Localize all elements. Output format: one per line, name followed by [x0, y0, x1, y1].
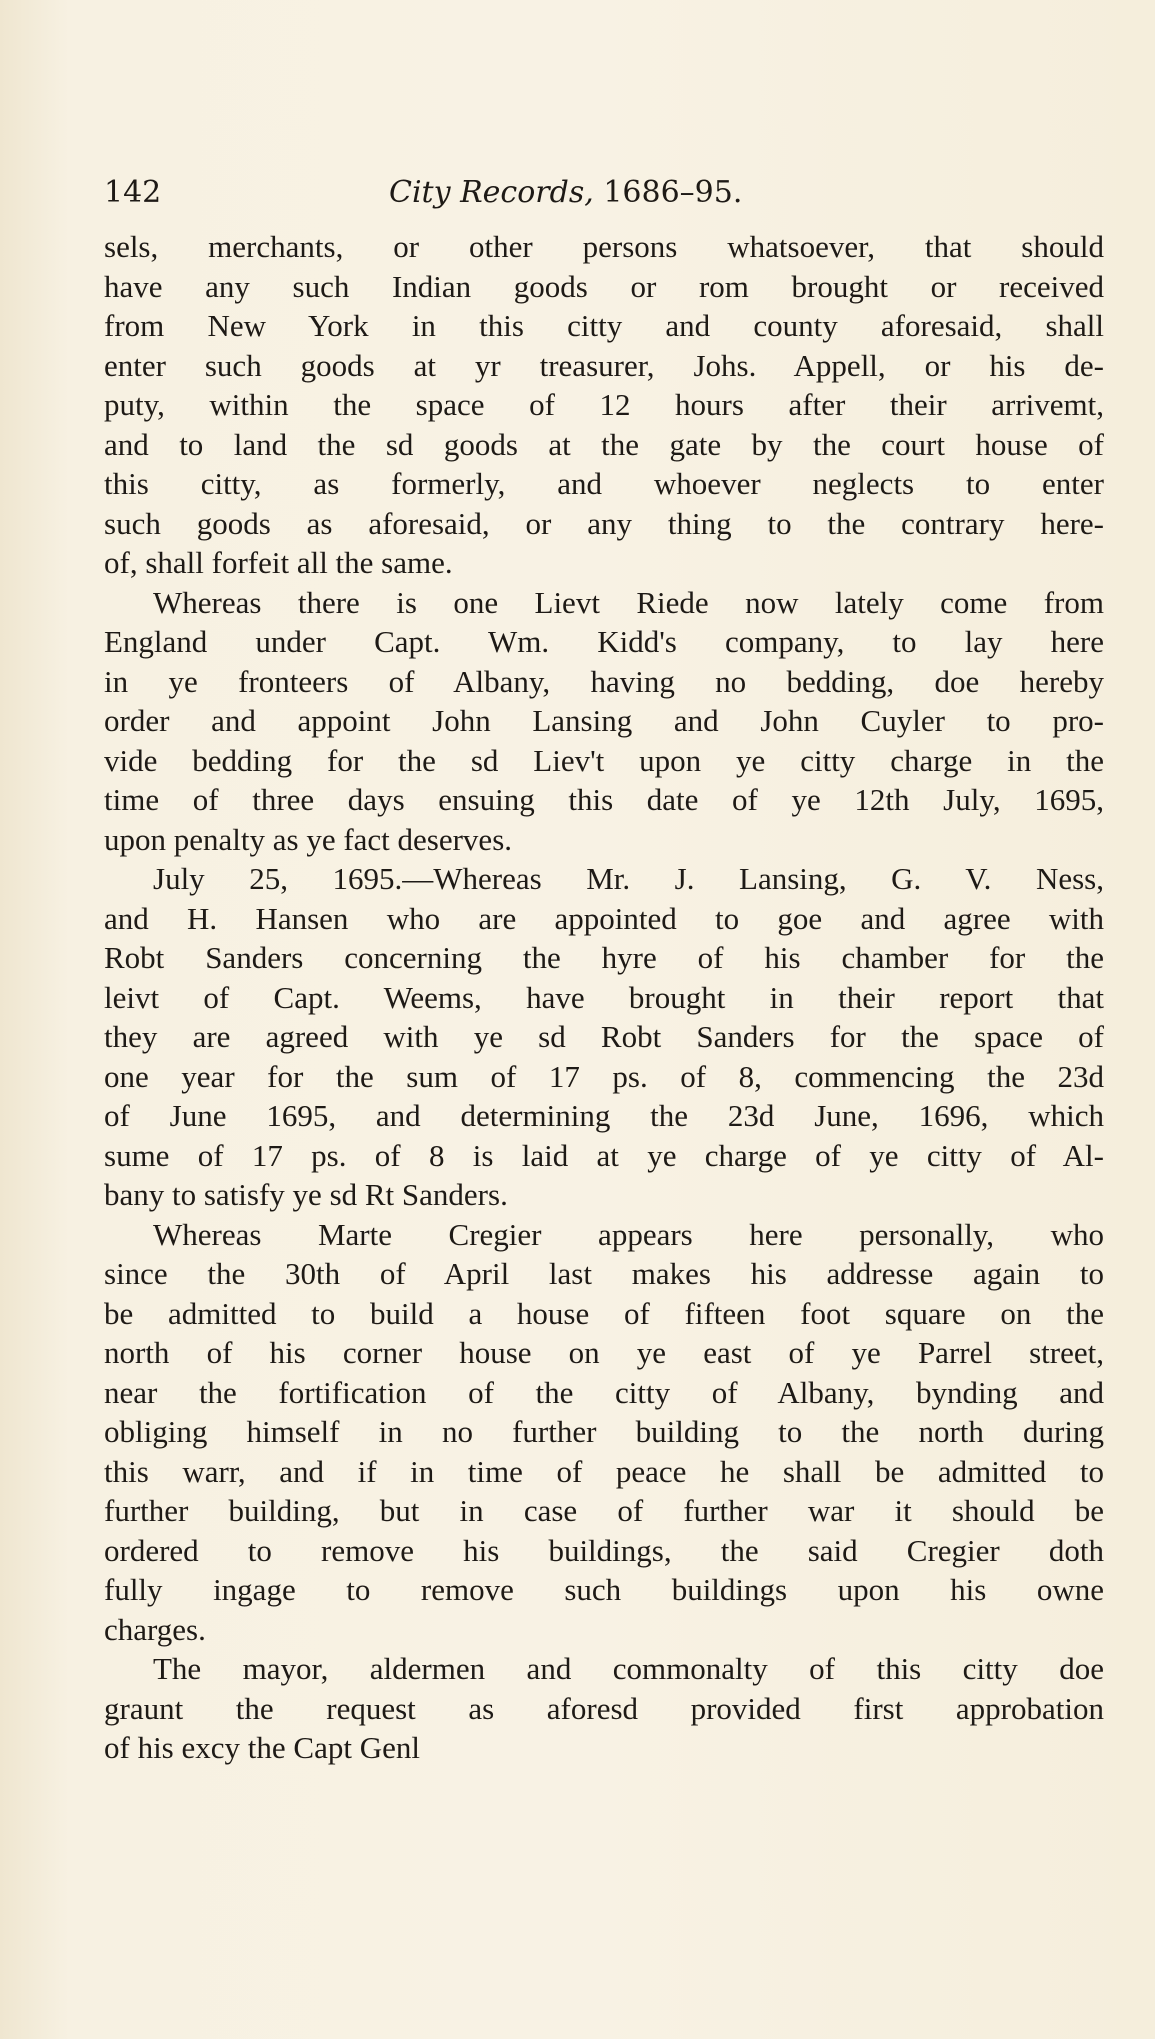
text-line: of his excy the Capt Genl [104, 1730, 420, 1765]
text-line: fully ingage to remove such buildings upon his owne [104, 1572, 1104, 1607]
page-number: 142 [104, 175, 162, 210]
text-line: upon penalty as ye fact deserves. [104, 821, 513, 857]
text-line: Whereas Marte Cregier appears here personally, who [153, 1216, 1104, 1252]
running-title-italic: City Records, [389, 175, 594, 210]
text-line: be admitted to build a house of fifteen foot square on the [104, 1295, 1104, 1331]
text-line: and H. Hansen who are appointed to goe and agree with [104, 900, 1104, 936]
text-line: July 25, 1695.—Whereas Mr. J. Lansing, G. V. Ness, [153, 861, 1104, 896]
text-line: England under Capt. Wm. Kidd's company, to lay here [104, 624, 1104, 659]
text-line: this warr, and if in time of peace he shall be admitted to [104, 1453, 1104, 1489]
paragraph-marte-cregier [104, 1215, 1104, 1650]
text-line: Whereas there is one Lievt Riede now lately come from [153, 584, 1104, 620]
text-line: north of his corner house on ye east of ye Parrel street, [104, 1335, 1104, 1370]
body-text [104, 227, 1104, 1768]
text-line: of June 1695, and determining the 23d June, 1696, which [104, 1098, 1104, 1133]
text-line: from New York in this citty and county aforesaid, shall [104, 308, 1104, 343]
paragraph-july-25 [104, 859, 1104, 1215]
running-title [389, 168, 742, 218]
text-line: they are agreed with ye sd Robt Sanders for the space of [104, 1019, 1104, 1054]
text-line: time of three days ensuing this date of ye 12th July, 1695, [104, 782, 1104, 817]
text-line: The mayor, aldermen and commonalty of this citty doe [153, 1651, 1104, 1686]
running-title-years: 1686–95. [593, 175, 743, 210]
text-line: graunt the request as aforesd provided first approbation [104, 1690, 1104, 1726]
paragraph-mayor-grant [104, 1649, 1104, 1768]
text-line: sume of 17 ps. of 8 is laid at ye charge of ye citty of Al- [104, 1137, 1104, 1173]
text-line: enter such goods at yr treasurer, Johs. Appell, or his de- [104, 347, 1104, 383]
text-line: since the 30th of April last makes his addresse again to [104, 1256, 1104, 1291]
text-line: obliging himself in no further building to the north during [104, 1414, 1104, 1449]
running-header [104, 168, 1114, 218]
text-line: have any such Indian goods or rom brought or received [104, 268, 1104, 304]
text-line: such goods as aforesaid, or any thing to the contrary here- [104, 505, 1104, 541]
text-line: in ye fronteers of Albany, having no bedding, doe hereby [104, 663, 1104, 699]
paragraph-lievt-riede [104, 583, 1104, 860]
text-line: further building, but in case of further war it should be [104, 1493, 1104, 1528]
text-line: one year for the sum of 17 ps. of 8, commencing the 23d [104, 1058, 1104, 1094]
text-line: puty, within the space of 12 hours after their arrivemt, [104, 387, 1104, 422]
text-line: vide bedding for the sd Liev't upon ye citty charge in the [104, 742, 1104, 778]
text-line: bany to satisfy ye sd Rt Sanders. [104, 1177, 508, 1212]
text-line: of, shall forfeit all the same. [104, 545, 453, 580]
text-line: order and appoint John Lansing and John Cuyler to pro- [104, 703, 1104, 738]
text-line: this citty, as formerly, and whoever neglects to enter [104, 466, 1104, 501]
text-line: leivt of Capt. Weems, have brought in their report that [104, 979, 1104, 1015]
text-line: and to land the sd goods at the gate by the court house of [104, 426, 1104, 462]
text-line: sels, merchants, or other persons whatsoever, that should [104, 229, 1104, 264]
paragraph-indian-goods [104, 227, 1104, 583]
text-line: ordered to remove his buildings, the said Cregier doth [104, 1532, 1104, 1568]
text-line: Robt Sanders concerning the hyre of his chamber for the [104, 940, 1104, 975]
text-line: charges. [104, 1611, 206, 1647]
text-line: near the fortification of the citty of Albany, bynding and [104, 1374, 1104, 1410]
